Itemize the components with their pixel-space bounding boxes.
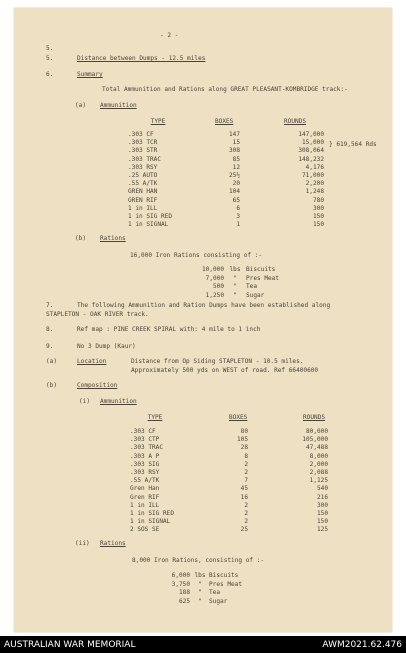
item-8-number: 8. — [46, 326, 54, 333]
comp-rounds-cell: 8,000 — [309, 452, 328, 460]
comp-rounds-cell: 80,000 — [305, 428, 328, 435]
comp-ration-item: Sugar — [209, 597, 228, 605]
comp-type-cell: .303 SIG — [130, 460, 160, 468]
rations-intro: 16,000 Iron Rations consisting of :- — [130, 252, 263, 259]
comp-boxes-cell: 8 — [244, 452, 248, 460]
composition-title: Composition — [77, 382, 118, 389]
summary-intro: Total Ammunition and Rations along GREAT PLEASANT-KOMBRIDGE track:- — [102, 86, 348, 93]
ammo-boxes-cell: 308 — [228, 147, 240, 155]
ammo-rounds-cell: 150 — [312, 213, 324, 220]
ammo-header-rounds: ROUNDS — [284, 118, 307, 125]
item-9-number: 9. — [46, 343, 54, 350]
ammo-rounds-cell: 1,248 — [305, 188, 324, 196]
comp-ration-item: Tea — [209, 589, 221, 596]
ammo-type-cell: 1 in ILL — [128, 204, 158, 212]
ration-item: Pres Meat — [246, 274, 280, 282]
comp-rounds-cell: 300 — [316, 501, 328, 509]
comp-ration-qty: 6,000 — [171, 572, 190, 579]
comp-rounds-cell: 2,088 — [309, 469, 328, 476]
ration-unit: " — [233, 274, 237, 282]
comp-type-cell: .303 RSY — [130, 469, 160, 476]
location-line1: Distance from Op Siding STAPLETON - 10.5 miles. — [131, 358, 304, 365]
comp-rounds-cell: 540 — [316, 485, 328, 493]
ammo-type-cell: .303 CF — [128, 131, 154, 138]
item-7-line1: The following Ammunition and Ration Dumps have been established along — [77, 302, 331, 309]
ammo-type-cell: .303 TCR — [128, 139, 158, 147]
ration-qty: 7,000 — [205, 274, 224, 282]
comp-type-cell: 1 in SIG RED — [130, 510, 175, 517]
comp-ammo-label: (i) — [79, 398, 91, 405]
comp-type-cell: Gren RIF — [130, 493, 160, 501]
comp-rations-intro: 8,000 Iron Rations, consisting of :- — [132, 557, 265, 564]
comp-type-cell: 2 SOS SE — [130, 526, 160, 534]
comp-header-type: TYPE — [147, 414, 163, 421]
ammo-total-value: 619,564 Rds — [336, 141, 377, 148]
comp-boxes-cell: 45 — [240, 485, 248, 493]
comp-type-cell: .303 TRAC — [130, 444, 164, 452]
location-title: Location — [77, 358, 107, 365]
item-5b-number: 5. — [46, 55, 54, 62]
comp-type-cell: 1 in SIGNAL — [130, 518, 171, 526]
comp-boxes-cell: 7 — [244, 477, 248, 485]
comp-rounds-cell: 216 — [316, 493, 328, 501]
ration-unit: " — [233, 291, 237, 299]
comp-boxes-cell: 2 — [244, 518, 248, 526]
footer-source: AUSTRALIAN WAR MEMORIAL — [4, 640, 136, 650]
comp-rounds-cell: 105,000 — [302, 436, 328, 444]
comp-ration-item: Biscuits — [209, 572, 239, 579]
comp-rations-title: Rations — [100, 540, 126, 547]
ammo-type-cell: GREN HAN — [128, 188, 158, 196]
item-5-number: 5. — [46, 45, 54, 52]
ammo-rounds-cell: 150 — [312, 221, 324, 229]
section-b-title: Rations — [100, 235, 126, 242]
ammo-rounds-cell: 15,000 — [301, 139, 324, 147]
comp-boxes-cell: 2 — [244, 460, 248, 468]
comp-ration-unit: lbs — [194, 572, 206, 579]
ration-qty: 1,250 — [205, 291, 224, 299]
section-b-label: (b) — [75, 235, 87, 242]
ammo-type-cell: .25 AUTO — [128, 172, 158, 179]
ammo-header-type: TYPE — [150, 118, 166, 125]
comp-type-cell: .303 CF — [130, 428, 156, 435]
section-a-label: (a) — [75, 102, 87, 109]
ammo-boxes-cell: 12 — [232, 163, 240, 171]
item-6-number: 6. — [46, 71, 54, 78]
ammo-rounds-cell: 147,000 — [298, 131, 324, 138]
comp-ration-unit: " — [198, 597, 202, 605]
comp-boxes-cell: 25 — [240, 526, 248, 534]
comp-header-boxes: BOXES — [229, 414, 248, 421]
ammo-boxes-cell: 85 — [232, 155, 240, 163]
ammo-header-boxes: BOXES — [215, 118, 234, 125]
ammo-boxes-cell: 25½ — [228, 172, 240, 179]
comp-ration-unit: " — [198, 580, 202, 588]
comp-type-cell: 1 in ILL — [130, 501, 160, 509]
ration-unit: " — [233, 283, 237, 290]
comp-type-cell: .303 CTP — [130, 436, 160, 444]
comp-rounds-cell: 1,125 — [309, 477, 328, 485]
comp-header-rounds: ROUNDS — [303, 414, 326, 421]
footer-bar — [0, 636, 406, 653]
ammo-rounds-cell: 4,176 — [305, 163, 324, 171]
item-7-number: 7. — [46, 302, 54, 309]
location-line2: Approximately 500 yds on WEST of road. Ref 66400600 — [131, 367, 319, 374]
comp-type-cell: .303 A P — [130, 452, 160, 460]
comp-boxes-cell: 105 — [236, 436, 248, 444]
ammo-boxes-cell: 20 — [232, 180, 240, 188]
comp-ammo-title: Ammunition — [100, 398, 137, 405]
ammo-type-cell: .303 STR — [128, 147, 158, 155]
comp-ration-item: Pres Meat — [209, 580, 243, 588]
ammo-rounds-cell: 780 — [312, 196, 324, 204]
ammo-type-cell: 1 in SIG RED — [128, 213, 173, 220]
location-label: (a) — [46, 358, 58, 365]
comp-boxes-cell: 28 — [240, 444, 248, 452]
comp-rounds-cell: 2,000 — [309, 460, 328, 468]
ammo-type-cell: GREN RIF — [128, 196, 158, 204]
ammo-boxes-cell: 15 — [232, 139, 240, 147]
comp-boxes-cell: 2 — [244, 510, 248, 517]
composition-label: (b) — [46, 382, 58, 389]
ammo-boxes-cell: 104 — [228, 188, 240, 196]
ammo-boxes-cell: 6 — [236, 204, 240, 212]
comp-ration-unit: " — [198, 589, 202, 596]
ammo-boxes-cell: 3 — [236, 213, 240, 220]
ammo-rounds-cell: 300 — [312, 204, 324, 212]
ration-unit: lbs — [229, 266, 241, 273]
ration-qty: 500 — [212, 283, 224, 290]
page-number: - 2 - — [160, 32, 179, 39]
comp-rounds-cell: 150 — [316, 510, 328, 517]
comp-ration-qty: 188 — [178, 589, 190, 596]
ammo-boxes-cell: 65 — [232, 196, 240, 204]
comp-rounds-cell: 150 — [316, 518, 328, 526]
footer-accession-id: AWM2021.62.476 — [322, 640, 402, 650]
ammo-type-cell: .303 RSY — [128, 163, 158, 171]
ration-item: Biscuits — [246, 266, 276, 273]
ammo-rounds-cell: 308,064 — [298, 147, 324, 155]
document-page — [14, 8, 392, 632]
ammo-total: } 619,564 Rds — [329, 141, 377, 148]
ammo-rounds-cell: 148,232 — [298, 155, 324, 163]
ration-item: Sugar — [246, 291, 265, 299]
comp-rations-label: (ii) — [75, 540, 90, 547]
ration-item: Tea — [246, 283, 258, 290]
comp-boxes-cell: 80 — [240, 428, 248, 435]
item-8-text: Ref map : PINE CREEK SPIRAL with: 4 mile to 1 inch — [77, 326, 261, 333]
ammo-boxes-cell: 1 — [236, 221, 240, 229]
ammo-boxes-cell: 147 — [228, 131, 240, 138]
comp-type-cell: Gren Han — [130, 485, 160, 493]
comp-type-cell: .55 A/TK — [130, 477, 160, 485]
item-6-heading: Summary — [77, 71, 103, 78]
item-5b-text: Distance between Dumps - 12.5 miles — [77, 55, 206, 62]
item-9-text: No 3 Dump (Kaur) — [77, 343, 136, 350]
item-7-line2: STAPLETON - OAK RIVER track. — [46, 311, 149, 318]
comp-boxes-cell: 16 — [240, 493, 248, 501]
comp-rounds-cell: 47,488 — [305, 444, 328, 452]
section-a-title: Ammunition — [100, 102, 137, 109]
comp-boxes-cell: 2 — [244, 501, 248, 509]
comp-boxes-cell: 2 — [244, 469, 248, 476]
ammo-type-cell: .55 A/TK — [128, 180, 158, 188]
ammo-type-cell: 1 in SIGNAL — [128, 221, 169, 229]
ammo-type-cell: .303 TRAC — [128, 155, 162, 163]
comp-ration-qty: 625 — [178, 597, 190, 605]
comp-rounds-cell: 125 — [316, 526, 328, 534]
comp-ration-qty: 3,750 — [171, 580, 190, 588]
ammo-rounds-cell: 2,200 — [305, 180, 324, 188]
ammo-rounds-cell: 71,000 — [301, 172, 324, 179]
ration-qty: 10,000 — [201, 266, 224, 273]
